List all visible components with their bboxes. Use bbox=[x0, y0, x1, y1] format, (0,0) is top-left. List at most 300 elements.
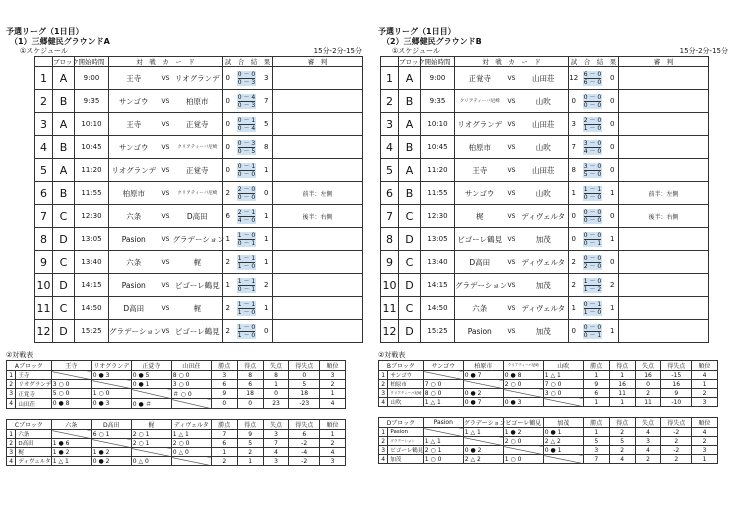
stat-gf: 0 bbox=[237, 399, 263, 409]
team-number: 3 bbox=[379, 446, 388, 455]
match-block: B bbox=[53, 182, 75, 205]
stat-rank: 4 bbox=[320, 399, 346, 409]
away-score: 1 bbox=[261, 228, 273, 251]
team-name: ディヴェルタ bbox=[16, 457, 51, 466]
match-block: C bbox=[53, 251, 75, 274]
column-header: 勝点 bbox=[211, 361, 237, 371]
team-number: 1 bbox=[7, 371, 16, 380]
away-team: ビゴーレ鶴見 bbox=[173, 320, 223, 343]
second-half-score: 0 － 1 bbox=[237, 239, 256, 247]
home-team: D高田 bbox=[455, 251, 505, 274]
second-half-score: 0 － 3 bbox=[237, 101, 256, 109]
result-cell: 1 △ 1 bbox=[463, 428, 503, 437]
result-cell: 2 △ 2 bbox=[463, 455, 503, 464]
result-cell: 0 ● 2 bbox=[91, 457, 131, 466]
match-time: 13:05 bbox=[75, 228, 109, 251]
standings-row bbox=[7, 457, 346, 466]
away-team: ディヴェルタ bbox=[519, 251, 569, 274]
away-score: 2 bbox=[261, 274, 273, 297]
result-cell: 7 ○ 0 bbox=[543, 380, 583, 389]
vs-label: VS bbox=[159, 136, 173, 159]
result-cell: 0 ● 5 bbox=[131, 371, 171, 380]
team-number: 4 bbox=[379, 398, 388, 407]
column-header: 正覚寺 bbox=[131, 361, 171, 371]
match-row bbox=[35, 251, 363, 274]
referee bbox=[273, 113, 363, 136]
first-half-score: 2 － 0 bbox=[237, 185, 256, 193]
first-half-score: 0 － 1 bbox=[237, 162, 256, 170]
second-half-score: 1 － 0 bbox=[237, 262, 256, 270]
vs-label: VS bbox=[159, 90, 173, 113]
standings-row bbox=[379, 398, 718, 407]
result-cell: 1 ● 2 bbox=[503, 428, 543, 437]
column-header: 勝点 bbox=[583, 418, 609, 428]
referee bbox=[273, 251, 363, 274]
stat-gd: 0 bbox=[289, 371, 320, 380]
result-cell: 0 △ 0 bbox=[171, 448, 211, 457]
stat-pts: 9 bbox=[211, 389, 237, 399]
result-cell: 0 △ 0 bbox=[131, 457, 171, 466]
match-number: 9 bbox=[381, 251, 399, 274]
team-number: 1 bbox=[379, 371, 388, 380]
first-half-score: 1 － 0 bbox=[237, 323, 256, 331]
home-score: 2 bbox=[223, 182, 233, 205]
match-time: 13:40 bbox=[75, 251, 109, 274]
standings-table bbox=[378, 417, 718, 464]
team-name: 梶 bbox=[16, 448, 51, 457]
home-team: 王寺 bbox=[455, 159, 505, 182]
vs-label: VS bbox=[505, 205, 519, 228]
away-score: 1 bbox=[261, 205, 273, 228]
referee bbox=[619, 251, 709, 274]
away-score: 1 bbox=[607, 228, 619, 251]
stat-gf: 1 bbox=[609, 371, 635, 380]
match-time: 9:00 bbox=[421, 67, 455, 90]
match-number: 11 bbox=[35, 297, 53, 320]
away-score: 2 bbox=[607, 274, 619, 297]
stat-ga: 8 bbox=[263, 371, 289, 380]
diagonal-cell bbox=[503, 446, 543, 455]
home-team: グラデーション bbox=[109, 320, 159, 343]
column-header: 梶 bbox=[131, 420, 171, 430]
column-header: 得失点 bbox=[661, 418, 692, 428]
match-row bbox=[35, 205, 363, 228]
match-row bbox=[381, 251, 709, 274]
standings-row bbox=[379, 389, 718, 398]
half-scores bbox=[579, 113, 607, 136]
result-cell: 0 ● 2 bbox=[463, 389, 503, 398]
away-score: 0 bbox=[607, 159, 619, 182]
match-time: 9:00 bbox=[75, 67, 109, 90]
home-team: 正覚寺 bbox=[455, 67, 505, 90]
match-time: 13:05 bbox=[421, 228, 455, 251]
half-scores bbox=[579, 182, 607, 205]
home-score: 0 bbox=[569, 205, 579, 228]
home-team: サンゴウ bbox=[455, 182, 505, 205]
referee bbox=[273, 274, 363, 297]
second-half-score: 1 － 0 bbox=[583, 124, 602, 132]
standings-row bbox=[7, 389, 346, 399]
match-time: 10:10 bbox=[75, 113, 109, 136]
match-row bbox=[35, 113, 363, 136]
second-half-score: 5 － 0 bbox=[583, 170, 602, 178]
stat-rank: 4 bbox=[692, 428, 718, 437]
home-score: 2 bbox=[569, 251, 579, 274]
match-block: B bbox=[399, 90, 421, 113]
home-score: 0 bbox=[223, 136, 233, 159]
stat-pts: 6 bbox=[211, 439, 237, 448]
match-row bbox=[381, 297, 709, 320]
second-half-score: 0 － 0 bbox=[237, 170, 256, 178]
standings-row bbox=[7, 439, 346, 448]
match-number: 1 bbox=[381, 67, 399, 90]
match-row bbox=[381, 228, 709, 251]
stat-gf: 5 bbox=[609, 437, 635, 446]
team-name: グラデーション bbox=[388, 437, 423, 446]
stat-pts: 6 bbox=[583, 389, 609, 398]
first-half-score: 0 － 3 bbox=[237, 139, 256, 147]
referee bbox=[619, 136, 709, 159]
away-score: 1 bbox=[607, 182, 619, 205]
second-half-score: 4 － 0 bbox=[237, 216, 256, 224]
team-number: 4 bbox=[7, 399, 16, 409]
standings-label: ②対戦表 bbox=[378, 351, 406, 359]
referee bbox=[273, 90, 363, 113]
first-half-score: 0 － 4 bbox=[237, 93, 256, 101]
match-time: 11:55 bbox=[421, 182, 455, 205]
home-score: 1 bbox=[569, 182, 579, 205]
match-row bbox=[35, 228, 363, 251]
column-header: 得点 bbox=[609, 361, 635, 371]
stat-gd: -15 bbox=[661, 371, 692, 380]
second-half-score: 0 － 1 bbox=[237, 285, 256, 293]
referee: 後半：右側 bbox=[273, 205, 363, 228]
column-header: 順位 bbox=[320, 420, 346, 430]
match-block: A bbox=[399, 67, 421, 90]
match-row bbox=[35, 182, 363, 205]
team-name: Pasion bbox=[388, 428, 423, 437]
diagonal-cell bbox=[51, 430, 91, 439]
column-header: 得点 bbox=[237, 361, 263, 371]
stat-gd: -2 bbox=[661, 446, 692, 455]
result-cell: 1 △ 1 bbox=[423, 437, 463, 446]
team-number: 3 bbox=[7, 448, 16, 457]
column-header: 山田荘 bbox=[171, 361, 211, 371]
standings-row bbox=[379, 455, 718, 464]
result-cell: 2 ○ 1 bbox=[131, 439, 171, 448]
diagonal-cell bbox=[171, 399, 211, 409]
column-header: 勝点 bbox=[211, 420, 237, 430]
referee bbox=[619, 90, 709, 113]
match-row bbox=[381, 113, 709, 136]
away-team: 山田荘 bbox=[519, 113, 569, 136]
column-header: クリアティーバ尼崎 bbox=[503, 361, 543, 371]
result-cell: 2 ○ 0 bbox=[171, 439, 211, 448]
vs-label: VS bbox=[159, 113, 173, 136]
home-score: 12 bbox=[569, 67, 579, 90]
column-header: 六条 bbox=[51, 420, 91, 430]
match-number: 3 bbox=[35, 113, 53, 136]
column-header: 加茂 bbox=[543, 418, 583, 428]
stat-ga: 4 bbox=[635, 446, 661, 455]
half-scores bbox=[233, 320, 261, 343]
home-score: 6 bbox=[223, 205, 233, 228]
diagonal-cell bbox=[131, 448, 171, 457]
second-half-score: 1 － 0 bbox=[237, 331, 256, 339]
match-block: B bbox=[53, 90, 75, 113]
first-half-score: 0 － 1 bbox=[237, 116, 256, 124]
team-number: 2 bbox=[7, 439, 16, 448]
match-block: C bbox=[399, 297, 421, 320]
stat-ga: 3 bbox=[263, 457, 289, 466]
result-cell: 0 ● 1 bbox=[131, 380, 171, 389]
result-cell: 1 △ 1 bbox=[423, 398, 463, 407]
standings-row bbox=[379, 380, 718, 389]
half-scores bbox=[579, 159, 607, 182]
stat-gf: 6 bbox=[237, 380, 263, 389]
result-cell: 8 ○ 0 bbox=[423, 389, 463, 398]
col-ref: 審 判 bbox=[273, 57, 363, 67]
left-panel bbox=[6, 27, 372, 466]
half-scores bbox=[579, 90, 607, 113]
result-cell: 1 ○ 0 bbox=[503, 455, 543, 464]
home-score: 0 bbox=[223, 159, 233, 182]
stat-pts: 7 bbox=[211, 430, 237, 439]
second-half-score: 0 － 3 bbox=[237, 78, 256, 86]
column-header: サンゴウ bbox=[423, 361, 463, 371]
match-block: C bbox=[53, 205, 75, 228]
match-row bbox=[381, 182, 709, 205]
home-score: 0 bbox=[569, 90, 579, 113]
standings-row bbox=[7, 430, 346, 439]
stat-gf: 18 bbox=[237, 389, 263, 399]
stat-gf: 5 bbox=[237, 439, 263, 448]
referee bbox=[619, 297, 709, 320]
result-cell: 0 ● 7 bbox=[463, 398, 503, 407]
result-cell: 0 ● 2 bbox=[463, 446, 503, 455]
vs-label: VS bbox=[505, 228, 519, 251]
home-score: 2 bbox=[223, 251, 233, 274]
column-header: D高田 bbox=[91, 420, 131, 430]
match-row bbox=[35, 274, 363, 297]
team-number: 2 bbox=[379, 380, 388, 389]
stat-gf: 16 bbox=[609, 380, 635, 389]
home-team: Pasion bbox=[109, 228, 159, 251]
team-name: 柏原市 bbox=[388, 380, 423, 389]
match-number: 4 bbox=[35, 136, 53, 159]
stat-rank: 3 bbox=[692, 398, 718, 407]
match-block: D bbox=[53, 274, 75, 297]
second-half-score: 2 － 0 bbox=[583, 262, 602, 270]
result-cell: 1 ● 2 bbox=[51, 448, 91, 457]
stat-rank: 3 bbox=[692, 446, 718, 455]
half-scores bbox=[233, 205, 261, 228]
stat-ga: 4 bbox=[263, 448, 289, 457]
block-name: Cブロック bbox=[7, 420, 52, 430]
match-block: C bbox=[399, 251, 421, 274]
match-block: D bbox=[53, 228, 75, 251]
match-number: 12 bbox=[381, 320, 399, 343]
stat-rank: 2 bbox=[692, 389, 718, 398]
result-cell: 1 △ 1 bbox=[171, 430, 211, 439]
schedule-label: ①スケジュール bbox=[392, 47, 440, 55]
stat-gf: 2 bbox=[237, 448, 263, 457]
referee: 前半：左側 bbox=[273, 182, 363, 205]
column-header: 順位 bbox=[692, 418, 718, 428]
stat-gf: 1 bbox=[609, 398, 635, 407]
match-number: 10 bbox=[35, 274, 53, 297]
column-header: ビゴーレ鶴見 bbox=[503, 418, 543, 428]
away-team: 加茂 bbox=[519, 274, 569, 297]
half-scores bbox=[233, 159, 261, 182]
second-half-score: 0 － 0 bbox=[583, 216, 602, 224]
standings-header bbox=[379, 361, 718, 371]
away-score: 0 bbox=[607, 90, 619, 113]
match-time: 15:25 bbox=[421, 320, 455, 343]
away-score: 0 bbox=[607, 113, 619, 136]
first-half-score: 0 － 0 bbox=[583, 323, 602, 331]
vs-label: VS bbox=[159, 320, 173, 343]
first-half-score: 2 － 0 bbox=[583, 116, 602, 124]
away-team: クリアティーバ尼崎 bbox=[173, 136, 223, 159]
column-header: 山吹 bbox=[543, 361, 583, 371]
second-half-score: 0 － 0 bbox=[237, 193, 256, 201]
diagonal-cell bbox=[91, 439, 131, 448]
referee bbox=[273, 136, 363, 159]
match-row bbox=[35, 67, 363, 90]
match-row bbox=[35, 320, 363, 343]
stat-pts: 9 bbox=[583, 380, 609, 389]
vs-label: VS bbox=[159, 297, 173, 320]
match-number: 2 bbox=[35, 90, 53, 113]
away-team: ディヴェルタ bbox=[519, 297, 569, 320]
home-score: 2 bbox=[569, 274, 579, 297]
first-half-score: 0 － 1 bbox=[583, 300, 602, 308]
stat-gd: 9 bbox=[661, 389, 692, 398]
half-scores bbox=[579, 274, 607, 297]
schedule-table bbox=[34, 56, 363, 343]
right-panel bbox=[378, 27, 738, 464]
first-half-score: 2 － 1 bbox=[237, 208, 256, 216]
referee bbox=[273, 320, 363, 343]
match-time: 12:30 bbox=[75, 205, 109, 228]
team-name: 正覚寺 bbox=[16, 389, 51, 399]
home-team: リオグランデ bbox=[455, 113, 505, 136]
stat-ga: 4 bbox=[635, 428, 661, 437]
stat-gd: -2 bbox=[661, 428, 692, 437]
time-rule: 15分-2分-15分 bbox=[313, 47, 362, 55]
diagonal-cell bbox=[543, 455, 583, 464]
second-half-score: 0 － 0 bbox=[583, 101, 602, 109]
home-score: 3 bbox=[569, 113, 579, 136]
home-team: 六条 bbox=[109, 251, 159, 274]
half-scores bbox=[579, 251, 607, 274]
stat-ga: 7 bbox=[263, 439, 289, 448]
home-score: 2 bbox=[223, 320, 233, 343]
result-cell: 1 △ 1 bbox=[51, 457, 91, 466]
result-cell: 0 ● 3 bbox=[503, 398, 543, 407]
result-cell: 0 ● 1 bbox=[543, 428, 583, 437]
home-score: 8 bbox=[569, 159, 579, 182]
match-number: 5 bbox=[381, 159, 399, 182]
result-cell: 3 ○ 0 bbox=[51, 380, 91, 389]
stat-pts: 3 bbox=[583, 446, 609, 455]
stat-ga: 23 bbox=[263, 399, 289, 409]
match-row bbox=[381, 320, 709, 343]
home-score: 7 bbox=[569, 136, 579, 159]
half-scores bbox=[233, 274, 261, 297]
vs-label: VS bbox=[159, 67, 173, 90]
second-half-score: 6 － 0 bbox=[583, 78, 602, 86]
away-score: 0 bbox=[607, 67, 619, 90]
match-time: 11:20 bbox=[421, 159, 455, 182]
result-cell: 0 ● ＃ bbox=[131, 399, 171, 409]
col-card: 対 戦 カ ー ド bbox=[455, 57, 569, 67]
stat-rank: 4 bbox=[320, 448, 346, 457]
result-cell: 1 ○ 0 bbox=[91, 389, 131, 399]
match-row bbox=[381, 205, 709, 228]
column-header: 王寺 bbox=[51, 361, 91, 371]
block-name: Bブロック bbox=[379, 361, 424, 371]
column-header: 失点 bbox=[635, 418, 661, 428]
col-ref: 審 判 bbox=[619, 57, 709, 67]
first-half-score: 1 － 1 bbox=[237, 300, 256, 308]
stat-ga: 3 bbox=[635, 437, 661, 446]
home-team: D高田 bbox=[109, 297, 159, 320]
away-score: 0 bbox=[261, 320, 273, 343]
stat-ga: 0 bbox=[635, 380, 661, 389]
vs-label: VS bbox=[505, 159, 519, 182]
second-half-score: 4 － 0 bbox=[583, 147, 602, 155]
stat-pts: 1 bbox=[583, 371, 609, 380]
stat-gf: 11 bbox=[609, 389, 635, 398]
home-score: 0 bbox=[223, 113, 233, 136]
match-row bbox=[381, 274, 709, 297]
diagonal-cell bbox=[423, 371, 463, 380]
standings-row bbox=[379, 428, 718, 437]
stat-gf: 4 bbox=[609, 455, 635, 464]
stat-gd: 18 bbox=[289, 389, 320, 399]
away-score: 1 bbox=[261, 251, 273, 274]
vs-label: VS bbox=[159, 228, 173, 251]
page-title: 予選リーグ（1日目） bbox=[6, 27, 84, 36]
away-score: 0 bbox=[607, 205, 619, 228]
stat-gf: 8 bbox=[237, 371, 263, 380]
standings-row bbox=[7, 380, 346, 389]
stat-gd: 2 bbox=[661, 455, 692, 464]
first-half-score: 1 － 1 bbox=[237, 277, 256, 285]
half-scores bbox=[233, 182, 261, 205]
team-name: 六条 bbox=[16, 430, 51, 439]
column-header: 失点 bbox=[635, 361, 661, 371]
first-half-score: 0 － 0 bbox=[583, 208, 602, 216]
match-number: 11 bbox=[381, 297, 399, 320]
stat-pts: 7 bbox=[583, 455, 609, 464]
col-start: 開始時間 bbox=[421, 57, 455, 67]
home-score: 0 bbox=[569, 228, 579, 251]
match-time: 10:10 bbox=[421, 113, 455, 136]
first-half-score: 0 － 0 bbox=[583, 254, 602, 262]
home-team: 柏原市 bbox=[109, 182, 159, 205]
away-team: 加茂 bbox=[519, 320, 569, 343]
stat-pts: 1 bbox=[583, 398, 609, 407]
result-cell: 6 ○ 1 bbox=[91, 430, 131, 439]
home-score: 1 bbox=[223, 228, 233, 251]
home-team: 梶 bbox=[455, 205, 505, 228]
match-time: 10:45 bbox=[75, 136, 109, 159]
second-half-score: 0 － 0 bbox=[583, 193, 602, 201]
result-cell: 0 ● 1 bbox=[543, 446, 583, 455]
